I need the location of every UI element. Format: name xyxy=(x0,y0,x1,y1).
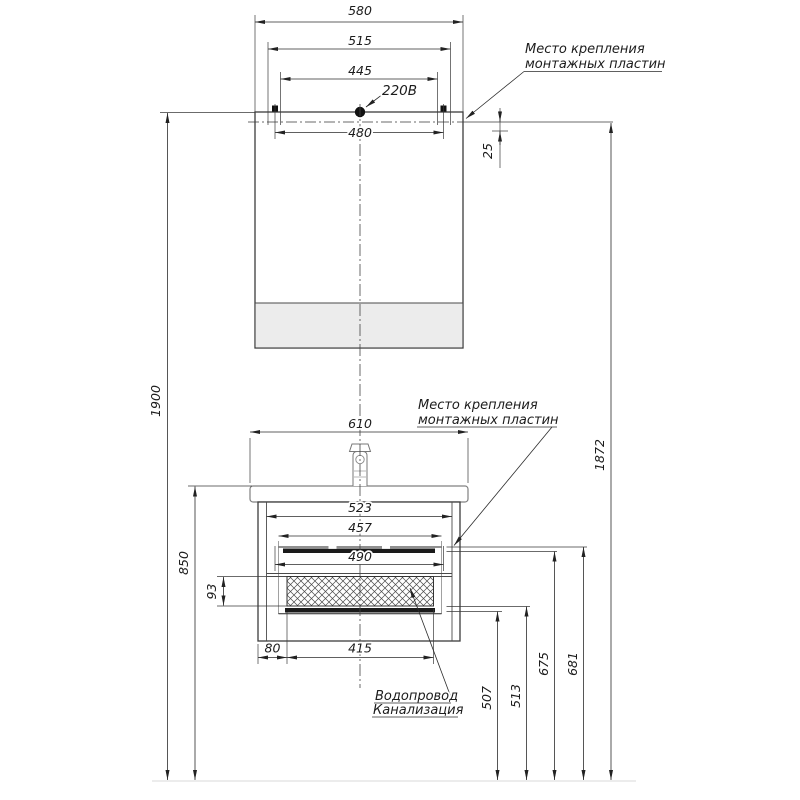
dim-681: 681 xyxy=(565,652,580,676)
mirror-bottom-band xyxy=(256,303,463,347)
dim-480: 480 xyxy=(348,125,372,140)
dim-80: 80 xyxy=(264,640,281,656)
dim-490: 490 xyxy=(348,549,372,564)
dim-mirror-width: 580 xyxy=(348,3,372,18)
dim-25: 25 xyxy=(480,143,495,159)
dim-457: 457 xyxy=(348,520,372,535)
dim-445: 445 xyxy=(348,63,372,78)
dim-1872: 1872 xyxy=(592,439,607,471)
mounting-label-top-line2: монтажных пластин xyxy=(525,57,666,72)
dim-415: 415 xyxy=(348,640,372,656)
dim-523: 523 xyxy=(348,500,372,515)
mounting-label-top-line1: Место крепления xyxy=(525,42,645,57)
dim-515: 515 xyxy=(348,33,372,48)
dim-675: 675 xyxy=(536,652,551,676)
label-mounting-plates-top xyxy=(466,42,666,119)
dim-610: 610 xyxy=(348,416,372,431)
mirror-cabinet xyxy=(248,106,613,349)
socket-label: 220В xyxy=(382,83,418,99)
mounting-label-mid-line2: монтажных пластин xyxy=(418,413,559,428)
dim-507: 507 xyxy=(479,686,494,710)
dim-850: 850 xyxy=(176,551,191,575)
dim-1900: 1900 xyxy=(148,385,163,417)
plumbing-label-line2: Канализация xyxy=(373,703,464,718)
dim-93: 93 xyxy=(204,583,219,600)
plumbing-label-line1: Водопровод xyxy=(375,689,459,704)
dim-513: 513 xyxy=(508,684,523,708)
mounting-label-mid-line1: Место крепления xyxy=(418,398,538,413)
